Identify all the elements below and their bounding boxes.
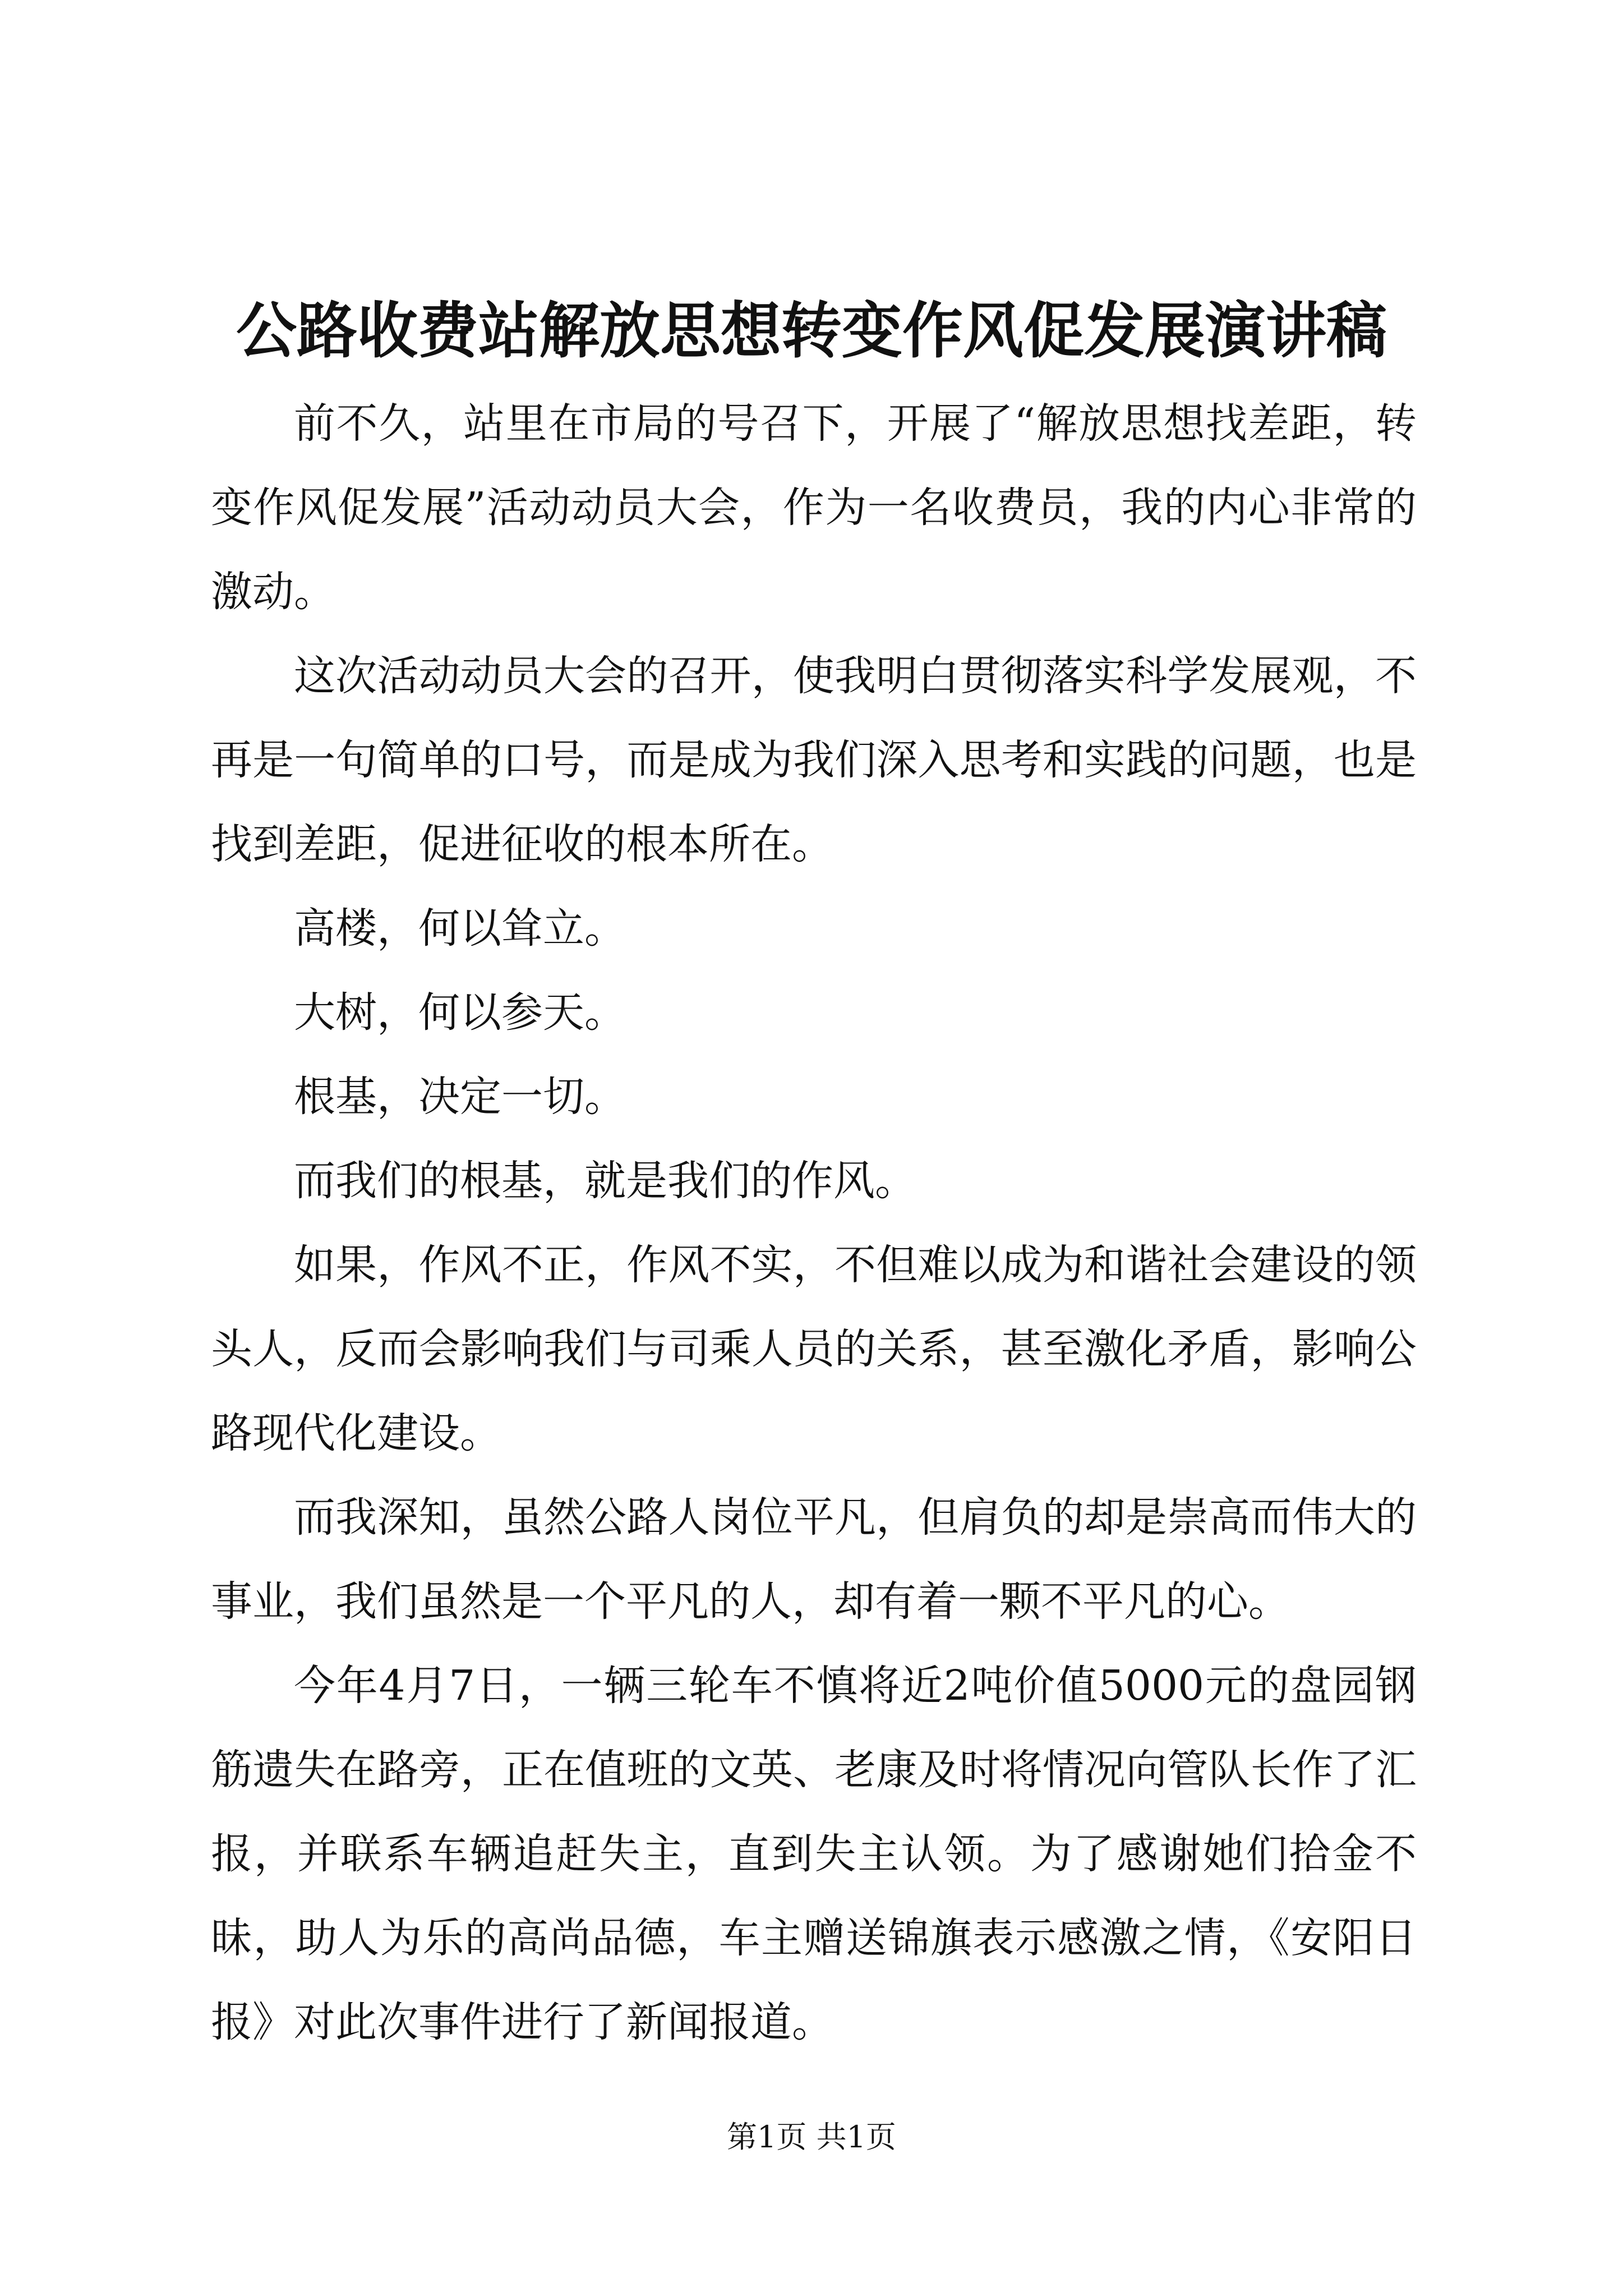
page-footer [0, 2118, 1623, 2157]
paragraph-2: 这次活动动员大会的召开，使我明白贯彻落实科学发展观，不再是一句简单的口号，而是成为我们深入思考和实践的问题，也是找到差距，促进征收的根本所在。 [211, 652, 1417, 868]
page-number: 第1页 共1页 [727, 2119, 896, 2155]
paragraph-1: 前不久，站里在市局的号召下，开展了“解放思想找差距，转变作风促发展”活动动员大会，作为一名收费员，我的内心非常的激动。 [211, 399, 1417, 616]
paragraph-6: 而我们的根基，就是我们的作风。 [294, 1157, 916, 1205]
paragraph-5: 根基，决定一切。 [294, 1073, 626, 1121]
paragraph-8: 而我深知，虽然公路人岗位平凡，但肩负的却是崇高而伟大的事业，我们虽然是一个平凡的人，却有着一颗不平凡的心。 [211, 1493, 1417, 1626]
paragraph-7: 如果，作风不正，作风不实，不但难以成为和谐社会建设的领头人，反而会影响我们与司乘人员的关系，甚至激化矛盾，影响公路现代化建设。 [211, 1241, 1417, 1457]
document-body [211, 381, 1417, 2064]
paragraph-9: 今年4月7日，一辆三轮车不慎将近2吨价值5000元的盘园钢筋遗失在路旁，正在值班的文英、老康及时将情况向管队长作了汇报，并联系车辆追赶失主，直到失主认领。为了感谢她们拾金不昧，助人为乐的高尚品德，车主赠送锦旗表示感激之情，《安阳日报》对此次事件进行了新闻报道。 [211, 1662, 1417, 2046]
paragraph-4: 大树，何以参天。 [294, 988, 626, 1037]
paragraph-3: 高楼，何以耸立。 [294, 904, 626, 953]
document-title: 公路收费站解放思想转变作风促发展演讲稿 [236, 296, 1387, 366]
